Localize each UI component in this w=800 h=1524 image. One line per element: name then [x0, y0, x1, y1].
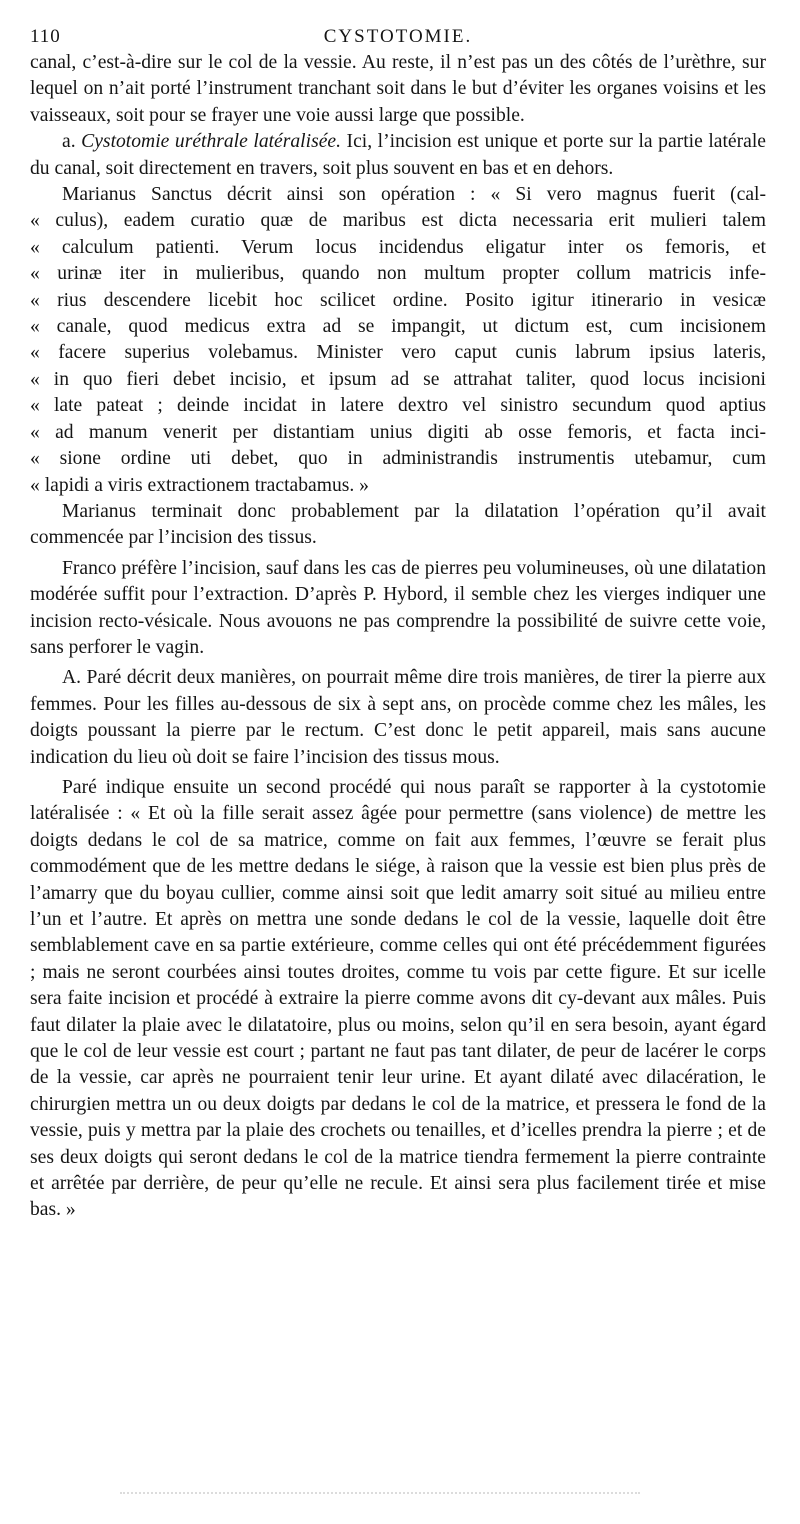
quote-line: « in quo fieri debet incisio, et ipsum ad se attrahat taliter, quod locus incisioni	[30, 368, 766, 390]
bleed-through-marks	[120, 1492, 640, 1496]
quote-line: Marianus Sanctus décrit ainsi son opération : « Si vero magnus fuerit (cal-	[62, 184, 766, 206]
paragraph-continuation: canal, c’est-à-dire sur le col de la vessie. Au reste, il n’est pas un des côtés de l’urèthre, sur lequel on n’ait porté l’instrument tranchant soit dans le but d’éviter les organes voisins et les vaisseaux, soit pour se frayer une voie aussi large que possible.	[30, 52, 766, 126]
paragraph-pare-procedure: Paré indique ensuite un second procédé qui nous paraît se rapporter à la cystotomie latéralisée : « Et où la fille serait assez âgée pour permettre (sans violence) de mettre les doigts dedans le col de sa matrice, comme on fait aux femmes, l’œuvre se ferait plus commodément que de les mettre dedans le siége, à raison que la vessie est bien plus près de l’amarry que du boyau cullier, comme ainsi soit que ledit amarry soit situé au milieu entre l’un et l’autre. Et après on mettra une sonde dedans le col de la vessie, laquelle doit être semblablement cave en sa partie extérieure, comme celles qui ont été précédemment figurées ; mais ne seront courbées ainsi toutes droites, comme tu vois par cette figure. Et sur icelle sera faite incision et procédé à extraire la pierre comme avons dit cy-devant aux mâles. Puis faut dilater la plaie avec le dilatatoire, plus ou moins, selon qu’il en sera besoin, ayant égard que le col de leur vessie est court ; partant ne faut pas tant dilater, de peur de lacérer le corps de la vessie, car après ne pourraient tenir leur urine. Et ayant dilaté avec dilacération, le chirurgien mettra un ou deux doigts par dedans le col de la matrice, et pressera le fond de la vessie, puis y mettra par la plaie des crochets ou tenailles, et d’icelles prendra la pierre ; et de ses deux doigts qui seront dedans le col de la matrice tiendra fermement la pierre contrainte et arrêtée par derrière, de peur qu’elle ne recule. Et ainsi sera plus facilement tirée et mise bas. »	[30, 776, 766, 1221]
latin-quote	[30, 182, 766, 499]
quote-line: « late pateat ; deinde incidat in latere dextro vel sinistro secundum quod aptius	[30, 395, 766, 417]
quote-line: « canale, quod medicus extra ad se impangit, ut dictum est, cum incisionem	[30, 316, 766, 338]
paragraph-marianus: Marianus terminait donc probablement par la dilatation l’opération qu’il avait commencée par l’incision des tissus.	[30, 500, 766, 549]
paragraph-pare-manners: A. Paré décrit deux manières, on pourrait même dire trois manières, de tirer la pierre aux femmes. Pour les filles au-dessous de six à sept ans, on procède comme chez les mâles, les doigts poussant la pierre par le rectum. C’est donc le petit appareil, mais sans aucune indication du lieu où doit se faire l’incision des tissus mous.	[30, 667, 766, 768]
quote-line: « ad manum venerit per distantiam unius digiti ab osse femoris, et facta inci-	[30, 421, 766, 443]
page-number: 110	[30, 26, 61, 47]
section-heading: Cystotomie uréthrale latéralisée.	[81, 131, 341, 153]
quote-line: « calculum patienti. Verum locus incidendus eligatur inter os femoris, et	[30, 236, 766, 258]
quote-line: « facere superius volebamus. Minister vero caput cunis labrum ipsius lateris,	[30, 342, 766, 364]
quote-line: « culus), eadem curatio quæ de maribus est dicta necessaria erit mulieri talem	[30, 210, 766, 232]
quote-line: « urinæ iter in mulieribus, quando non multum propter collum matricis infe-	[30, 263, 766, 285]
paragraph-urethral-lateral	[30, 129, 766, 182]
paragraph-franco: Franco préfère l’incision, sauf dans les cas de pierres peu volumineuses, où une dilatation modérée suffit pour l’extraction. D’après P. Hybord, il semble chez les vierges indiquer une incision recto-vésicale. Nous avouons ne pas comprendre la possibilité de suivre cette voie, sans perforer le vagin.	[30, 557, 766, 658]
running-title: CYSTOTOMIE.	[323, 26, 473, 47]
quote-line: « sione ordine uti debet, quo in administrandis instrumentis utebamur, cum	[30, 448, 766, 470]
book-page	[30, 20, 766, 1224]
paragraph-text: Ici, l’incision est unique et porte sur la partie latérale du canal, soit directement en travers, soit plus souvent en bas et en dehors.	[30, 131, 766, 179]
page-header	[30, 20, 766, 50]
page-body	[30, 50, 766, 1224]
quote-line: « rius descendere licebit hoc scilicet ordine. Posito igitur itinerario in vesicæ	[30, 289, 766, 311]
section-label: a.	[62, 131, 76, 153]
quote-line: « lapidi a viris extractionem tractabamus. »	[30, 474, 369, 496]
